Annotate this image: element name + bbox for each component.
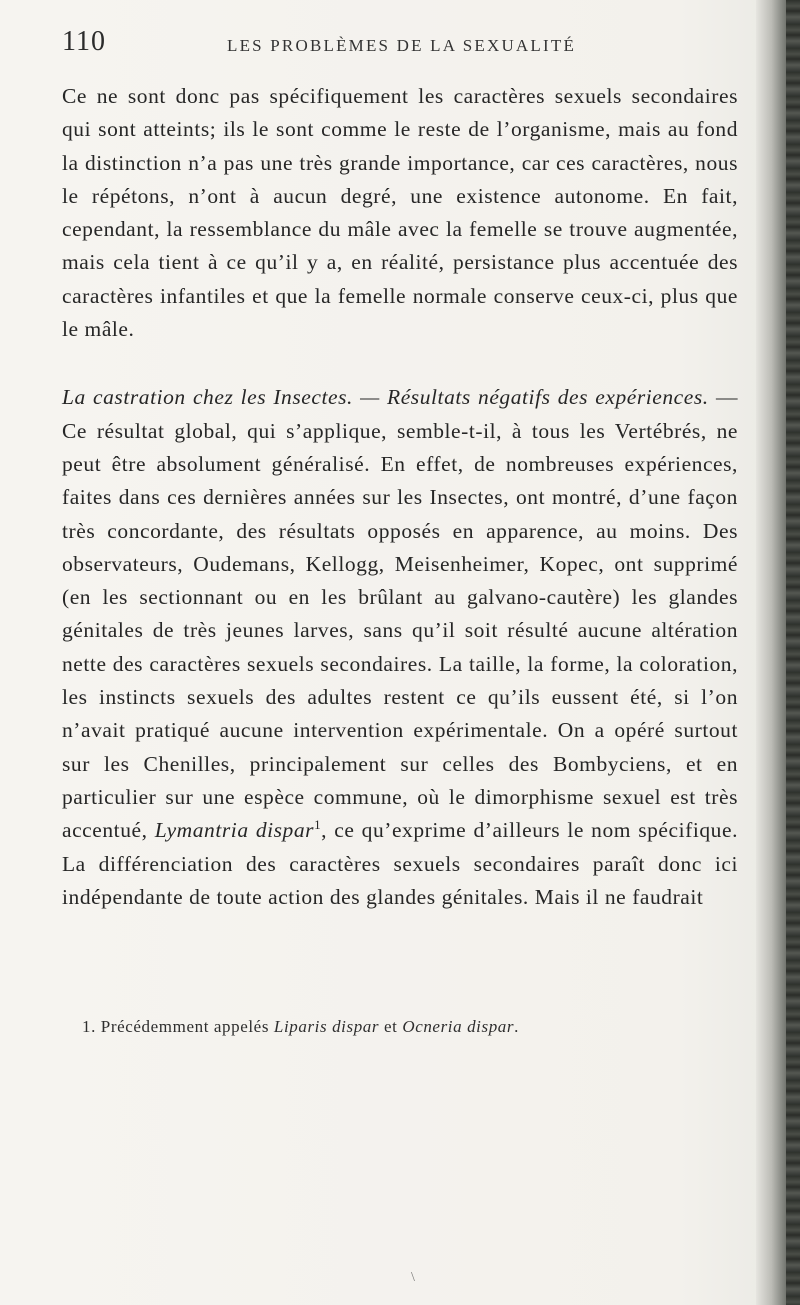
footnote-reference: 1 (314, 817, 322, 833)
footnote-name-2: Ocneria dispar (402, 1017, 515, 1036)
species-name: Lymantria dispar (154, 818, 315, 843)
footnote-text: Précédemment appelés (95, 1017, 274, 1036)
running-title: LES PROBLÈMES DE LA SEXUALITÉ (227, 36, 577, 55)
book-binding-shadow (786, 0, 800, 1305)
stray-mark: \ (411, 1270, 415, 1285)
footnote-marker: 1. (82, 1017, 96, 1036)
paragraph-1: Ce ne sont donc pas spécifiquement les caractères sexuels secondaires qui sont atteints; ils le sont comme le reste de l’organisme, mais au fond la distinction n’a pas une très grande importance, car ces caractères, nous le répétons, n’ont à aucun degré, une existence autonome. En fait, cependant, la ressemblance du mâle avec la femelle se trouve augmentée, mais cela tient à ce qu’il y a, en réalité, persistance plus accentuée des caractères infantiles et que la femelle normale conserve ceux-ci, plus que le mâle. (62, 84, 738, 342)
paragraph-2 (62, 381, 738, 914)
paragraph-2-text-a: — Ce résultat global, qui s’applique, semble-t-il, à tous les Vertébrés, ne peut être absolument généralisé. En effet, de nombreuses expériences, faites dans ces dernières années sur les Insectes, ont montré, d’une façon très concordante, des résultats opposés en apparence, au moins. Des observateurs, Oudemans, Kellogg, Meisenheimer, Kopec, ont supprimé (en les sectionnant ou en les brûlant au galvano-cautère) les glandes génitales de très jeunes larves, sans qu’il soit résulté aucune altération nette des caractères sexuels secondaires. La taille, la forme, la coloration, les instincts sexuels des adultes restent ce qu’ils eussent été, si l’on n’avait pratiqué aucune intervention expérimentale. On a opéré surtout sur les Chenilles, principalement sur celles des Bombyciens, et en particulier sur une espèce commune, où le dimorphisme sexuel est très accentué, (62, 385, 738, 843)
footnote-conjunction: et (379, 1017, 403, 1036)
footnote-end: . (514, 1017, 519, 1036)
footnote (82, 1017, 732, 1037)
page-number: 110 (62, 26, 106, 57)
page-header (62, 26, 712, 66)
footnote-name-1: Liparis dispar (273, 1017, 380, 1036)
section-subheading: La castration chez les Insectes. — Résultats négatifs des expériences. (62, 385, 709, 410)
body-text (62, 80, 738, 914)
paragraph-2-text-b: , ce qu’exprime d’ailleurs le nom spécifique. La différenciation des caractères sexuels secondaires paraît donc ici indépendante de toute action des glandes génitales. Mais il ne faudrait (62, 818, 738, 909)
